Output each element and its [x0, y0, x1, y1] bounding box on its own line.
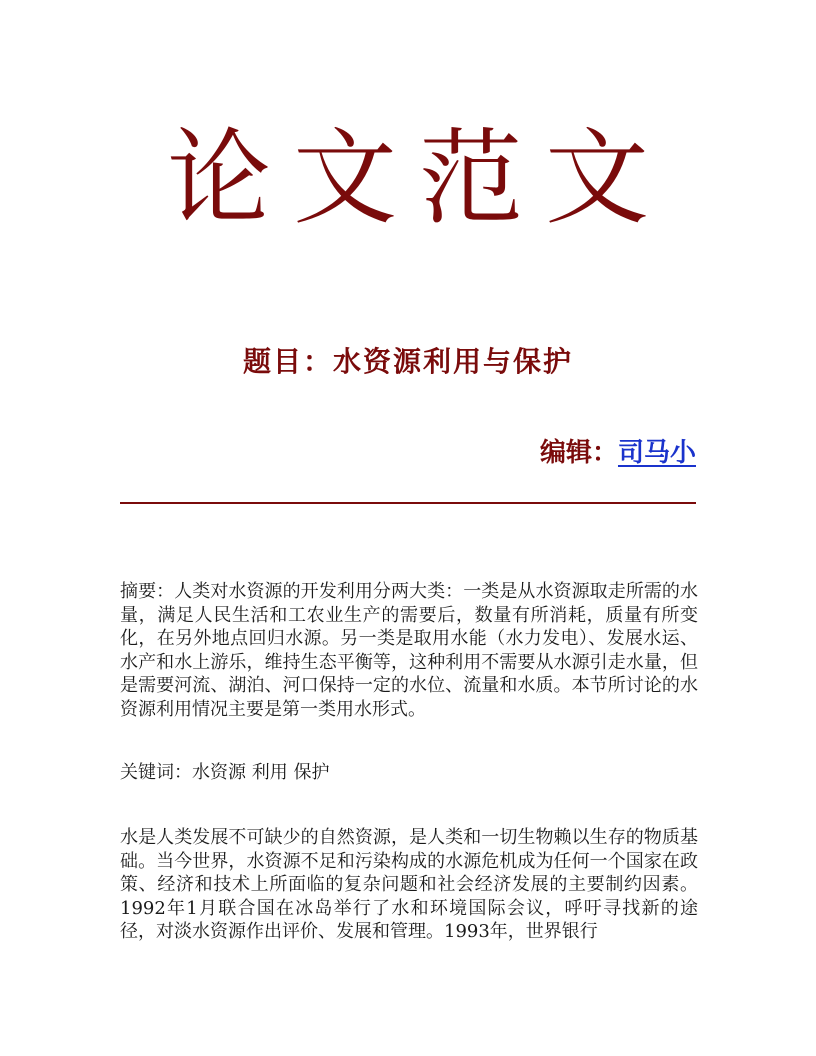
intro-paragraph: 水是人类发展不可缺少的自然资源，是人类和一切生物赖以生存的物质基础。当今世界，水资源不足和污染构成的水源危机成为任何一个国家在政策、经济和技术上所面临的复杂问题和社会经济发展的主要制约因素。1992年1月联合国在冰岛举行了水和环境国际会议，呼吁寻找新的途径，对淡水资源作出评价、发展和管理。1993年，世界银行	[120, 827, 698, 942]
paper-subject: 题目：水资源利用与保护	[242, 345, 573, 378]
cover-title: 论文范文	[166, 117, 671, 239]
editor-line	[540, 434, 696, 472]
keywords-line: 关键词：水资源 利用 保护	[120, 762, 330, 783]
editor-label: 编辑：	[539, 438, 618, 468]
editor-name-link[interactable]: 司马小	[617, 438, 696, 468]
abstract-paragraph: 摘要：人类对水资源的开发利用分两大类：一类是从水资源取走所需的水量，满足人民生活和工农业生产的需要后，数量有所消耗，质量有所变化，在另外地点回归水源。另一类是取用水能（水力发电）、发展水运、水产和水上游乐，维持生态平衡等，这种利用不需要从水源引走水量，但是需要河流、湖泊、河口保持一定的水位、流量和水质。本节所讨论的水资源利用情况主要是第一类用水形式。	[120, 581, 698, 720]
divider-rule	[120, 502, 696, 504]
